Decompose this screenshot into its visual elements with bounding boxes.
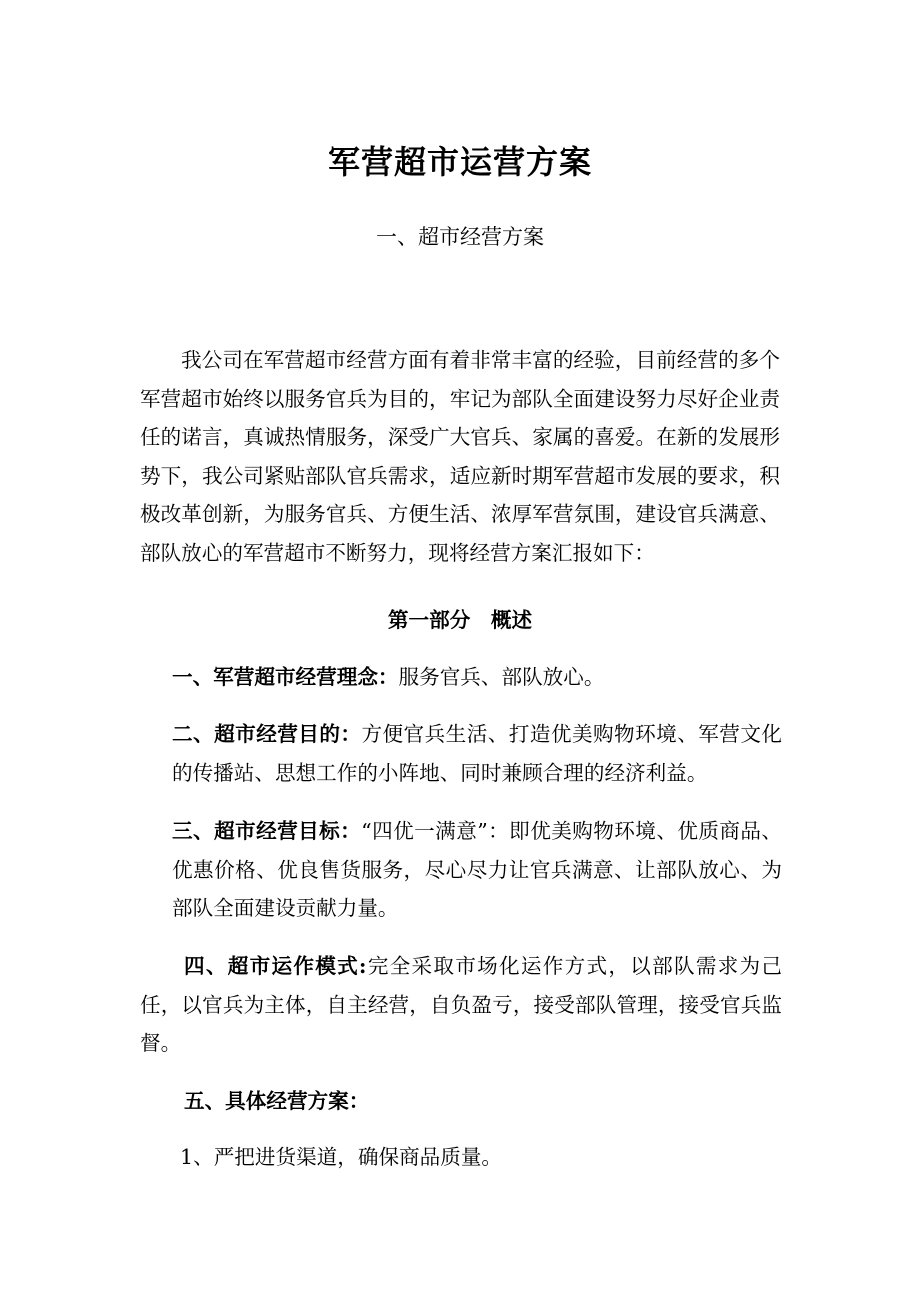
item-label: 五、具体经营方案：	[184, 1089, 370, 1113]
item-text: 完全采取市场化运作方式，以部队需求为己任，以官兵为主体，自主经营，自负盈亏，接受部队管理，接受官兵监督。	[140, 954, 783, 1055]
item-label: 二、超市经营目的：	[172, 722, 362, 746]
item-label: 四、超市运作模式:	[184, 954, 367, 978]
item-paragraph-3	[172, 812, 782, 928]
document-subtitle: 一、超市经营方案	[376, 225, 544, 249]
item-paragraph-4	[140, 947, 782, 1063]
item-paragraph-2	[172, 715, 782, 792]
document-title: 军营超市运营方案	[327, 143, 592, 181]
item-label: 三、超市经营目标：	[172, 819, 362, 843]
intro-paragraph: 我公司在军营超市经营方面有着非常丰富的经验，目前经营的多个军营超市始终以服务官兵为目的，牢记为部队全面建设努力尽好企业责任的诺言，真诚热情服务，深受广大官兵、家属的喜爱。在新的发展形势下，我公司紧贴部队官兵需求，适应新时期军营超市发展的要求，积极改革创新，为服务官兵、方便生活、浓厚军营氛围，建设官兵满意、部队放心的军营超市不断努力，现将经营方案汇报如下：	[140, 348, 780, 565]
item-paragraph-5	[140, 1082, 782, 1121]
item-text: “四优一满意”：即优美购物环境、优质商品、优惠价格、优良售货服务，尽心尽力让官兵满意、让部队放心、为部队全面建设贡献力量。	[172, 819, 782, 920]
item-label: 一、军营超市经营理念：	[172, 665, 399, 689]
item-text: 方便官兵生活、打造优美购物环境、军营文化的传播站、思想工作的小阵地、同时兼顾合理的经济利益。	[172, 722, 782, 785]
sub-item-1: 1、严把进货渠道，确保商品质量。	[180, 1145, 503, 1169]
item-text: 服务官兵、部队放心。	[398, 665, 605, 689]
item-paragraph-1	[172, 658, 782, 697]
section-heading: 第一部分 概述	[387, 608, 533, 632]
